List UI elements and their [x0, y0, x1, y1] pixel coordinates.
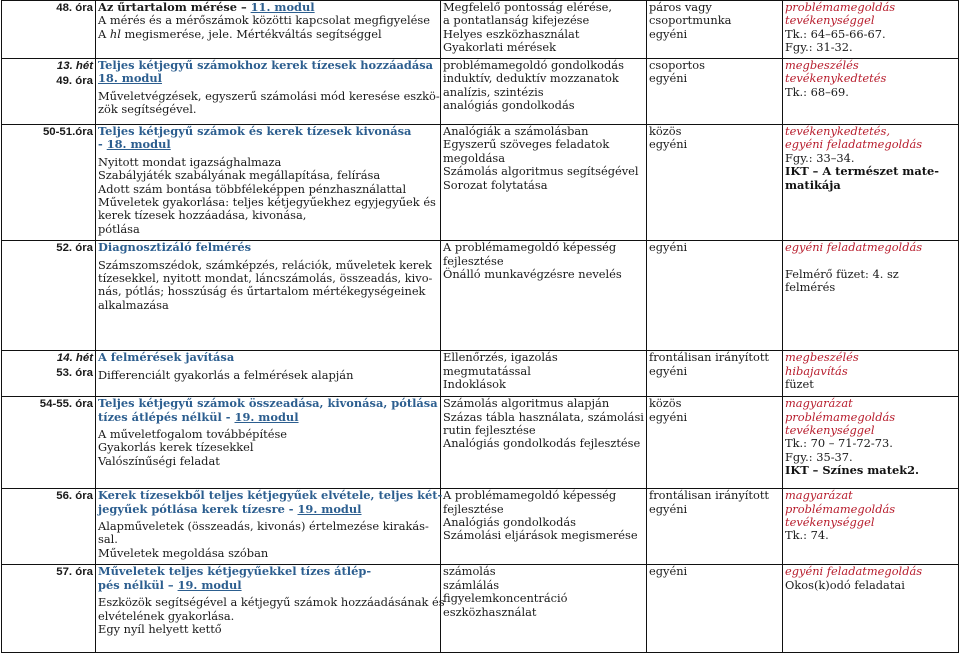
text-segment: Számszomszédok, számképzés, relációk, műveletek kerek: [98, 257, 432, 272]
competence-line: figyelemkoncentráció: [443, 591, 568, 606]
text-segment: alkalmazása: [98, 297, 169, 312]
text-line: [98, 411, 438, 424]
text-line: [98, 72, 438, 85]
text-segment: A: [98, 26, 110, 41]
text-segment: tízesekkel, nyitott mondat, láncszámolás, összeadás, kivo-: [98, 271, 433, 286]
text-line: [98, 241, 438, 254]
competence-cell: [441, 351, 647, 397]
topic-cell: [96, 397, 441, 489]
text-line: [98, 488, 443, 503]
text-segment: pés nélkül –: [98, 577, 178, 592]
text-segment: A felmérések javítása: [98, 350, 235, 365]
evaluation-line: egyéni feladatmegoldás: [785, 240, 923, 255]
table-row: [2, 565, 959, 653]
lesson-hour: 48. óra: [56, 2, 93, 14]
evaluation-cell: [783, 125, 959, 241]
module-reference: 11. modul: [250, 0, 315, 14]
work-form-line: csoportos: [649, 58, 705, 72]
table-row: [2, 125, 959, 241]
table-row: [2, 241, 959, 351]
text-line: [98, 397, 438, 410]
evaluation-line: problémamegoldás: [785, 0, 896, 14]
topic-cell: [96, 564, 445, 653]
text-line: [98, 28, 438, 41]
lesson-hour: 13. hét: [56, 60, 93, 72]
text-segment: A műveletfogalom továbbépítése: [98, 427, 288, 442]
competence-line: problémamegoldó gondolkodás: [443, 58, 624, 72]
competence-line: Helyes eszközhasználat: [443, 26, 580, 41]
topic-cell: [96, 241, 441, 351]
text-line: [98, 503, 438, 516]
text-line: [98, 547, 438, 560]
topic-cell: [96, 489, 441, 565]
text-segment: Nyitott mondat igazsághalmaza: [98, 154, 282, 169]
topic-description: [98, 90, 438, 117]
text-segment: elvételének gyakorlása.: [98, 608, 235, 623]
text-segment: jegyűek pótlása kerek tízesre -: [98, 501, 298, 516]
competence-line: fejlesztése: [443, 501, 504, 516]
evaluation-line: Tk.: 68–69.: [785, 84, 849, 99]
text-segment: kerek tízesek hozzáadása, kivonása,: [98, 208, 307, 223]
text-line: [98, 579, 438, 592]
text-line: [98, 351, 438, 364]
competence-line: Számolás algoritmus segítségével: [443, 164, 639, 179]
competence-line: Megfelelő pontosság elérése,: [443, 0, 612, 14]
text-line: [98, 223, 438, 236]
module-reference: 19. modul: [234, 409, 299, 424]
evaluation-cell: [783, 1, 959, 59]
competence-line: A problémamegoldó képesség: [443, 240, 617, 255]
text-segment: Alapműveletek (összeadás, kivonás) értelmezése kirakás-: [98, 519, 429, 534]
competence-cell: [441, 1, 647, 59]
evaluation-line: tevékenykedtetés,: [785, 124, 890, 138]
competence-line: Indoklások: [443, 377, 506, 392]
text-segment: Gyakorlás kerek tízesekkel: [98, 440, 254, 455]
evaluation-line: problémamegoldás: [785, 501, 896, 516]
evaluation-line: megbeszélés: [785, 58, 859, 72]
text-line: [98, 285, 438, 298]
module-reference: 18. modul: [98, 71, 163, 86]
evaluation-line: Fgy.: 35-37.: [785, 449, 853, 464]
topic-description: [98, 1, 438, 41]
lesson-hour: 49. óra: [56, 75, 93, 87]
competence-line: Számolás algoritmus alapján: [443, 396, 610, 411]
text-segment: Teljes kétjegyű számok összeadása, kivonása, pótlása: [98, 396, 438, 411]
evaluation-cell: [783, 241, 959, 351]
competence-line: számlálás: [443, 577, 500, 592]
competence-line: Számolási eljárások megismerése: [443, 528, 638, 543]
curriculum-table: [1, 0, 959, 653]
text-line: [98, 90, 438, 103]
competence-line: analízis, szintézis: [443, 84, 544, 99]
evaluation-line: matikája: [785, 177, 841, 192]
text-segment: zök segítségével.: [98, 102, 197, 117]
text-line: [98, 14, 438, 27]
work-form-line: egyéni: [649, 409, 688, 424]
work-form-line: egyéni: [649, 501, 688, 516]
text-segment: Diagnosztizáló felmérés: [98, 240, 252, 255]
competence-line: megoldása: [443, 150, 506, 165]
text-segment: Műveletek gyakorlása: teljes kétjegyűekhez egyjegyűek és: [98, 195, 436, 210]
text-segment: Eszközök segítségével a kétjegyű számok hozzáadásának és: [98, 595, 445, 610]
topic-description: [98, 259, 438, 313]
competence-line: analógiás gondolkodás: [443, 98, 575, 113]
competence-line: Gyakorlati mérések: [443, 40, 557, 55]
work-form-cell: [647, 397, 783, 489]
competence-line: Százas tábla használata, számolási: [443, 409, 644, 424]
competence-cell: [441, 241, 647, 351]
text-segment: Kerek tízesekből teljes kétjegyűek elvétele, teljes két-: [98, 488, 443, 503]
competence-line: Ellenőrzés, igazolás: [443, 350, 558, 365]
work-form-line: páros vagy: [649, 0, 712, 14]
lesson-hour: 57. óra: [56, 566, 93, 579]
lesson-hour: 53. óra: [56, 367, 93, 380]
work-form-cell: [647, 489, 783, 565]
text-segment: A mérés és a mérőszámok közötti kapcsolat megfigyelése: [98, 13, 430, 28]
work-form-cell: [647, 125, 783, 241]
text-segment: Adott szám bontása többféleképpen pénzhasználattal: [98, 181, 407, 196]
evaluation-line: tevékenységgel: [785, 515, 875, 530]
evaluation-line: felmérés: [785, 280, 836, 295]
lesson-hour-cell: [2, 397, 96, 489]
topic-title: [98, 59, 438, 86]
evaluation-cell: [783, 59, 959, 125]
topic-description: [98, 520, 438, 560]
competence-line: induktív, deduktív mozzanatok: [443, 71, 619, 86]
work-form-cell: [647, 351, 783, 397]
text-line: [98, 103, 438, 116]
table-row: [2, 489, 959, 565]
lesson-hour-cell: [2, 1, 96, 59]
evaluation-line: Okos(k)odó feladatai: [785, 577, 905, 592]
evaluation-line: megbeszélés: [785, 350, 859, 365]
text-segment: Differenciált gyakorlás a felmérések alapján: [98, 367, 354, 382]
text-segment: Egy nyíl helyett kettő: [98, 621, 222, 636]
evaluation-line: magyarázat: [785, 488, 853, 503]
evaluation-line: IKT – Színes matek2.: [785, 463, 919, 478]
text-line: [98, 455, 438, 468]
evaluation-line: Tk.: 64–65-66-67.: [785, 26, 886, 41]
evaluation-line: problémamegoldás: [785, 409, 896, 424]
evaluation-line: tevékenységgel: [785, 13, 875, 28]
lesson-hour: 52. óra: [56, 242, 93, 255]
text-line: [98, 595, 445, 610]
lesson-hour: 14. hét: [56, 352, 93, 365]
topic-description: [98, 428, 438, 468]
competence-line: fejlesztése: [443, 253, 504, 268]
evaluation-line: Tk.: 74.: [785, 528, 829, 543]
evaluation-line: Felmérő füzet: 4. sz: [785, 267, 899, 282]
text-segment: Teljes kétjegyű számok és kerek tízesek kivonása: [98, 124, 412, 138]
competence-line: Egyszerű szöveges feladatok: [443, 137, 610, 152]
work-form-line: frontálisan irányított: [649, 488, 769, 503]
table-row: [2, 397, 959, 489]
topic-title: [98, 125, 438, 152]
text-segment: megismerése, jele. Mértékváltás segítséggel: [120, 26, 382, 41]
topic-title: [98, 488, 443, 516]
competence-line: A problémamegoldó képesség: [443, 488, 617, 503]
work-form-line: egyéni: [649, 240, 688, 255]
topic-cell: [96, 59, 441, 125]
lesson-hour-cell: [2, 59, 96, 125]
competence-line: eszközhasználat: [443, 604, 537, 619]
topic-cell: [96, 125, 441, 241]
evaluation-line: egyéni feladatmegoldás: [785, 137, 923, 152]
text-line: [98, 59, 438, 72]
evaluation-line: tevékenykedtetés: [785, 71, 887, 86]
text-segment: tízes átlépés nélkül -: [98, 409, 235, 424]
lesson-hour-cell: [2, 241, 96, 351]
evaluation-line: Fgy.: 31-32.: [785, 40, 853, 55]
text-segment: pótlása: [98, 221, 140, 236]
competence-line: Önálló munkavégzésre nevelés: [443, 267, 622, 282]
text-line: [98, 156, 438, 169]
competence-line: megmutatással: [443, 363, 531, 378]
text-line: [98, 565, 438, 578]
module-reference: 19. modul: [297, 501, 362, 516]
competence-line: Analógiás gondolkodás fejlesztése: [443, 436, 641, 451]
competence-cell: [441, 59, 647, 125]
work-form-line: frontálisan irányított: [649, 350, 769, 365]
evaluation-line: IKT – A természet mate-: [785, 164, 939, 179]
lesson-hour-cell: [2, 125, 96, 241]
text-line: [98, 169, 438, 182]
table-row: [2, 351, 959, 397]
work-form-line: közös: [649, 396, 682, 411]
text-line: [98, 209, 438, 222]
work-form-line: egyéni: [649, 71, 688, 86]
competence-line: számolás: [443, 564, 496, 579]
text-segment: Valószínűségi feladat: [98, 453, 220, 468]
competence-line: Analógiák a számolásban: [443, 124, 589, 138]
text-line: [98, 428, 438, 441]
text-line: [98, 610, 438, 623]
text-segment: Teljes kétjegyű számokhoz kerek tízesek hozzáadása: [98, 58, 433, 72]
lesson-hour: 56. óra: [56, 490, 93, 503]
evaluation-line: Fgy.: 33–34.: [785, 150, 855, 165]
text-line: [98, 272, 438, 285]
work-form-cell: [647, 59, 783, 125]
work-form-cell: [647, 565, 783, 653]
competence-line: a pontatlanság kifejezése: [443, 13, 590, 28]
evaluation-line: [785, 255, 956, 268]
text-line: [98, 533, 438, 546]
text-line: [98, 138, 438, 151]
text-line: [98, 299, 438, 312]
text-segment: Műveletek teljes kétjegyűekkel tízes átlép-: [98, 564, 372, 579]
work-form-line: egyéni: [649, 564, 688, 579]
text-line: [98, 259, 438, 272]
competence-cell: [441, 397, 647, 489]
topic-title: [98, 565, 438, 592]
text-line: [98, 441, 438, 454]
module-reference: 19. modul: [177, 577, 242, 592]
evaluation-line: füzet: [785, 377, 814, 392]
table-row: [2, 59, 959, 125]
text-segment: Műveletvégzések, egyszerű számolási mód keresése eszkö-: [98, 88, 440, 103]
text-line: [98, 520, 438, 533]
text-line: [98, 196, 438, 209]
topic-title: [98, 351, 438, 364]
text-line: [98, 1, 438, 14]
topic-cell: [96, 1, 441, 59]
evaluation-line: tevékenységgel: [785, 423, 875, 438]
text-segment: hl: [109, 26, 121, 41]
text-line: [98, 125, 438, 138]
work-form-line: csoportmunka: [649, 13, 732, 28]
text-line: [98, 183, 438, 196]
topic-cell: [96, 351, 441, 397]
competence-cell: [441, 565, 647, 653]
evaluation-cell: [783, 489, 959, 565]
lesson-hour-cell: [2, 489, 96, 565]
topic-description: [98, 156, 438, 236]
evaluation-line: magyarázat: [785, 396, 853, 411]
text-segment: Az űrtartalom mérése –: [98, 0, 251, 14]
text-segment: Szabályjáték szabályának megállapítása, felírása: [98, 168, 381, 183]
work-form-line: egyéni: [649, 26, 688, 41]
work-form-line: egyéni: [649, 137, 688, 152]
evaluation-line: hibajavítás: [785, 363, 848, 378]
topic-description: [98, 369, 438, 382]
text-segment: nás, pótlás; hosszúság és űrtartalom mértékegységeinek: [98, 284, 426, 299]
work-form-cell: [647, 241, 783, 351]
text-line: [98, 623, 438, 636]
competence-line: Sorozat folytatása: [443, 177, 548, 192]
table-row: [2, 1, 959, 59]
evaluation-line: egyéni feladatmegoldás: [785, 564, 923, 579]
lesson-hour: 50-51.óra: [42, 126, 93, 138]
topic-description: [98, 595, 445, 636]
competence-cell: [441, 125, 647, 241]
work-form-cell: [647, 1, 783, 59]
lesson-hour: 54-55. óra: [39, 398, 93, 411]
evaluation-cell: [783, 351, 959, 397]
topic-title: [98, 397, 438, 424]
text-line: [98, 369, 438, 382]
competence-cell: [441, 489, 647, 565]
lesson-hour-cell: [2, 351, 96, 397]
text-segment: -: [98, 137, 107, 152]
evaluation-cell: [783, 565, 959, 653]
work-form-line: egyéni: [649, 363, 688, 378]
evaluation-line: Tk.: 70 – 71-72-73.: [785, 436, 893, 451]
lesson-hour-cell: [2, 565, 96, 653]
text-segment: sal.: [98, 532, 118, 547]
competence-line: rutin fejlesztése: [443, 423, 536, 438]
text-segment: Műveletek megoldása szóban: [98, 545, 269, 560]
topic-title: [98, 241, 438, 254]
evaluation-cell: [783, 397, 959, 489]
work-form-line: közös: [649, 124, 682, 138]
competence-line: Analógiás gondolkodás: [443, 515, 577, 530]
module-reference: 18. modul: [106, 137, 171, 152]
